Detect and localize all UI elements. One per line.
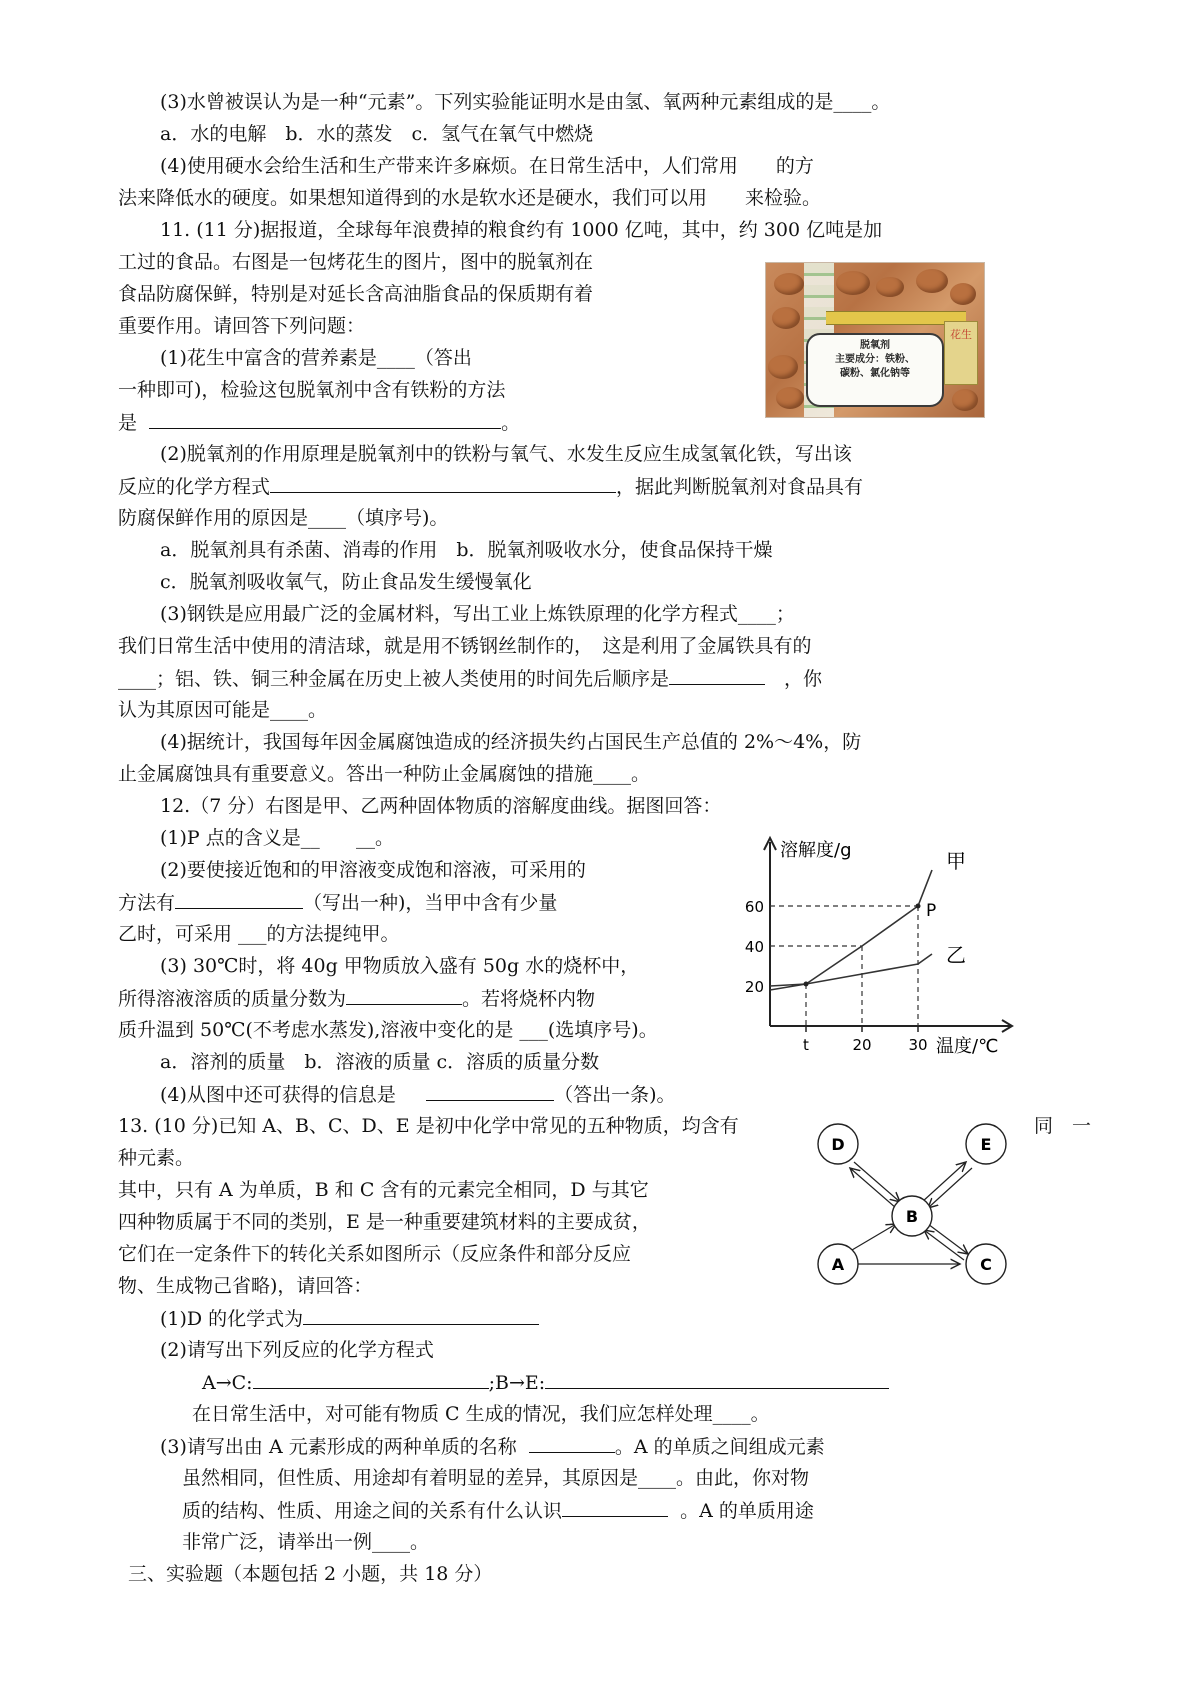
q13-intro-line3: 其中，只有 A 为单质，B 和 C 含有的元素完全相同，D 与其它 bbox=[118, 1179, 649, 1201]
q12-part3-prefix: 所得溶液溶质的质量分数为 bbox=[118, 988, 347, 1010]
node-e bbox=[966, 1124, 1006, 1164]
q11-part2-suffix: ，据此判断脱氧剂对食品具有 bbox=[616, 476, 864, 498]
conversion-diagram bbox=[808, 1104, 1028, 1304]
node-b bbox=[892, 1196, 932, 1236]
answer-blank[interactable] bbox=[562, 1498, 668, 1517]
q13-part3-line2: 虽然相同，但性质、用途却有着明显的差异，其原因是____。由此，你对物 bbox=[182, 1467, 810, 1489]
q13-part2: (2)请写出下列反应的化学方程式 bbox=[160, 1339, 434, 1361]
q12-part2-line3: 乙时，可采用 ___的方法提纯甲。 bbox=[118, 923, 400, 945]
svg-text:E: E bbox=[980, 1135, 992, 1154]
callout-text-2: 碳粉、氯化钠等 bbox=[840, 368, 910, 379]
callout-text-1: 主要成分：铁粉、 bbox=[835, 354, 915, 365]
answer-blank[interactable] bbox=[175, 890, 303, 909]
arrow-b-to-c bbox=[928, 1224, 968, 1254]
q13-intro-line2: 种元素。 bbox=[118, 1147, 195, 1169]
svg-text:D: D bbox=[831, 1135, 845, 1154]
q11-intro-line1: 11. (11 分)据报道，全球每年浪费掉的粮食约有 1000 亿吨，其中，约 300 亿吨是加 bbox=[160, 219, 883, 241]
q11-part3-line1: (3)钢铁是应用最广泛的金属材料，写出工业上炼铁原理的化学方程式____； bbox=[160, 603, 795, 625]
q11-part3-line3 bbox=[118, 666, 822, 691]
arrow-a-to-b bbox=[852, 1224, 896, 1250]
q13-part3-line1 bbox=[160, 1434, 825, 1459]
q13-intro-line5: 它们在一定条件下的转化关系如图所示（反应条件和部分反应 bbox=[118, 1243, 632, 1265]
answer-blank[interactable] bbox=[346, 986, 462, 1005]
q13-intro-line6: 物、生成物己省略)，请回答： bbox=[118, 1275, 373, 1297]
q13-part1 bbox=[160, 1306, 539, 1331]
q11-part2-line2 bbox=[118, 474, 863, 499]
q11-part3-line2: 我们日常生活中使用的清洁球，就是用不锈钢丝制作的， 这是利用了金属铁具有的 bbox=[118, 635, 812, 657]
q12-part2-line2 bbox=[118, 890, 557, 915]
deoxidizer-callout bbox=[806, 333, 944, 407]
series-line-yi bbox=[770, 954, 932, 986]
q11-part1-line1: (1)花生中富含的营养素是____（答出 bbox=[160, 347, 472, 369]
q11-part2-options-ab: a．脱氧剂具有杀菌、消毒的作用 b．脱氧剂吸收水分，使食品保持干燥 bbox=[160, 539, 773, 561]
q11-part3-prefix: ____；铝、铁、铜三种金属在历史上被人类使用的时间先后顺序是 bbox=[118, 668, 670, 690]
q10-part3-options: a．水的电解 b．水的蒸发 c．氢气在氧气中燃烧 bbox=[160, 123, 594, 145]
x-tick-label: t bbox=[803, 1036, 809, 1054]
q13-part3-c-prefix: 质的结构、性质、用途之间的关系有什么认识 bbox=[182, 1500, 563, 1522]
q11-intro-line4: 重要作用。请回答下列问题： bbox=[118, 315, 366, 337]
answer-blank[interactable] bbox=[426, 1082, 554, 1101]
q13-part2-equations bbox=[202, 1370, 889, 1395]
y-tick-label: 20 bbox=[744, 978, 764, 996]
q11-part1-suffix: 。 bbox=[501, 412, 521, 434]
point-p bbox=[916, 904, 921, 909]
y-axis-label: 溶解度/g bbox=[780, 840, 852, 861]
q12-part4-suffix: （答出一条)。 bbox=[554, 1084, 676, 1106]
answer-blank[interactable] bbox=[270, 474, 616, 493]
q11-part4-line1: (4)据统计，我国每年因金属腐蚀造成的经济损失约占国民生产总值的 2%～4%，防 bbox=[160, 731, 862, 753]
solubility-curve-chart bbox=[720, 828, 1020, 1060]
answer-blank[interactable] bbox=[669, 666, 765, 685]
q12-part2-prefix: 方法有 bbox=[118, 892, 176, 914]
answer-blank[interactable] bbox=[545, 1370, 889, 1389]
q11-part1-prefix: 是 bbox=[118, 412, 138, 434]
q11-part1-line2: 一种即可)，检验这包脱氧剂中含有铁粉的方法 bbox=[118, 379, 506, 401]
point-p-label: P bbox=[926, 901, 937, 921]
q10-part4-line1: (4)使用硬水会给生活和生产带来许多麻烦。在日常生活中，人们常用 的方 bbox=[160, 155, 814, 177]
q11-part4-line2: 止金属腐蚀具有重要意义。答出一种防止金属腐蚀的措施____。 bbox=[118, 763, 651, 785]
q11-part2-line1: (2)脱氧剂的作用原理是脱氧剂中的铁粉与氧气、水发生反应生成氢氧化铁，写出该 bbox=[160, 443, 852, 465]
q12-part4-prefix: (4)从图中还可获得的信息是 bbox=[160, 1084, 396, 1106]
q12-part3-options: a．溶剂的质量 b．溶液的质量 c．溶质的质量分数 bbox=[160, 1051, 600, 1073]
intersection-point bbox=[804, 982, 809, 987]
svg-text:A: A bbox=[831, 1255, 845, 1274]
q12-part4 bbox=[160, 1082, 676, 1107]
q12-intro: 12.（7 分）右图是甲、乙两种固体物质的溶解度曲线。据图回答： bbox=[160, 795, 722, 817]
q12-part1-prefix: (1)P 点的含义是__ bbox=[160, 827, 320, 849]
series-label: 甲 bbox=[946, 849, 966, 873]
section-3-heading: 三、实验题（本题包括 2 小题，共 18 分） bbox=[128, 1563, 493, 1585]
q13-part3-suffix: 。A 的单质之间组成元素 bbox=[614, 1436, 825, 1458]
q13-intro-line1b: 同 一 bbox=[1034, 1115, 1092, 1137]
q12-part3-line2 bbox=[118, 986, 595, 1011]
x-tick-label: 30 bbox=[908, 1036, 928, 1054]
svg-text:B: B bbox=[905, 1207, 919, 1226]
q11-intro-line2: 工过的食品。右图是一包烤花生的图片，图中的脱氧剂在 bbox=[118, 251, 594, 273]
answer-blank[interactable] bbox=[303, 1306, 539, 1325]
q11-intro-line3: 食品防腐保鲜，特别是对延长含高油脂食品的保质期有着 bbox=[118, 283, 594, 305]
q11-part3-suffix: ，你 bbox=[765, 668, 823, 690]
node-c bbox=[966, 1244, 1006, 1284]
q12-part3-line3: 质升温到 50℃(不考虑水蒸发),溶液中变化的是 ___(选填序号)。 bbox=[118, 1019, 658, 1041]
arrow-e-to-b bbox=[928, 1168, 972, 1208]
q11-part1-line3 bbox=[118, 410, 520, 435]
y-tick-label: 40 bbox=[744, 938, 764, 956]
peanut-package-photo bbox=[765, 262, 985, 418]
q13-part1-prefix: (1)D 的化学式为 bbox=[160, 1308, 304, 1330]
arrow-b-to-e bbox=[922, 1162, 966, 1202]
q13-intro-line4: 四种物质属于不同的类别，E 是一种重要建筑材料的主要成贫， bbox=[118, 1211, 651, 1233]
arrow-c-to-b bbox=[924, 1230, 964, 1260]
q13-part2-daily: 在日常生活中，对可能有物质 C 生成的情况，我们应怎样处理____。 bbox=[192, 1403, 770, 1425]
q12-part1-suffix: __。 bbox=[356, 827, 395, 849]
q12-part2-suffix: （写出一种)，当甲中含有少量 bbox=[303, 892, 558, 914]
q13-part3-c-suffix: 。A 的单质用途 bbox=[680, 1500, 814, 1522]
node-a bbox=[818, 1244, 858, 1284]
node-d bbox=[818, 1124, 858, 1164]
equation-a-to-c-label: A→C: bbox=[202, 1372, 253, 1394]
arrow-b-to-d bbox=[850, 1168, 896, 1208]
q13-part3-prefix: (3)请写出由 A 元素形成的两种单质的名称 bbox=[160, 1436, 517, 1458]
x-axis-label: 温度/℃ bbox=[936, 1036, 999, 1057]
package-label: 花生 bbox=[944, 321, 978, 385]
q11-part3-line4: 认为其原因可能是____。 bbox=[118, 699, 328, 721]
equation-b-to-e-label: ;B→E: bbox=[488, 1372, 546, 1394]
q12-part1 bbox=[160, 826, 394, 850]
q10-part3: (3)水曾被误认为是一种“元素”。下列实验能证明水是由氢、氧两种元素组成的是____。 bbox=[160, 91, 891, 113]
q11-part2-prefix: 反应的化学方程式 bbox=[118, 476, 271, 498]
series-line-jia bbox=[770, 870, 932, 990]
callout-title: 脱氧剂 bbox=[860, 340, 890, 351]
q11-part2-option-c: c．脱氧剂吸收氧气，防止食品发生缓慢氧化 bbox=[160, 571, 532, 593]
series-label: 乙 bbox=[946, 943, 966, 967]
q10-part4-line2: 法来降低水的硬度。如果想知道得到的水是软水还是硬水，我们可以用 来检验。 bbox=[118, 187, 822, 209]
arrow-d-to-b bbox=[854, 1162, 900, 1202]
q12-part3-line1: (3) 30℃时，将 40g 甲物质放入盛有 50g 水的烧杯中， bbox=[160, 955, 640, 977]
q13-part3-line4: 非常广泛，请举出一例____。 bbox=[182, 1531, 430, 1553]
q13-part3-line3 bbox=[182, 1498, 814, 1523]
answer-blank[interactable] bbox=[149, 410, 501, 429]
q11-part2-line3: 防腐保鲜作用的原因是____（填序号)。 bbox=[118, 507, 449, 529]
q13-intro-line1a: 13. (10 分)已知 A、B、C、D、E 是初中化学中常见的五种物质，均含有 bbox=[118, 1115, 739, 1137]
q12-part2-line1: (2)要使接近饱和的甲溶液变成饱和溶液，可采用的 bbox=[160, 859, 586, 881]
answer-blank[interactable] bbox=[529, 1434, 615, 1453]
y-tick-label: 60 bbox=[744, 898, 764, 916]
q12-part3-suffix: 。若将烧杯内物 bbox=[462, 988, 596, 1010]
x-tick-label: 20 bbox=[852, 1036, 872, 1054]
answer-blank[interactable] bbox=[253, 1370, 489, 1389]
svg-text:C: C bbox=[980, 1255, 992, 1274]
